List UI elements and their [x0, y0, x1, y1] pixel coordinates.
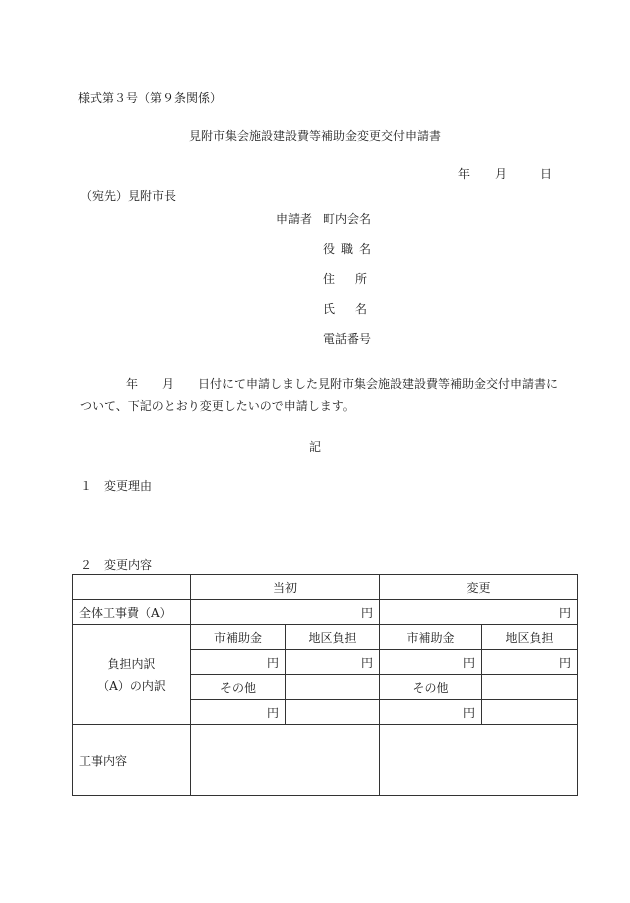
- breakdown-label: [73, 625, 191, 725]
- city-subsidy-original: 市補助金: [191, 625, 286, 650]
- header-change: 変更: [380, 575, 578, 600]
- district-share-change: 地区負担: [482, 625, 578, 650]
- yen-cell: 円: [380, 650, 482, 675]
- table-cell-empty: [286, 700, 380, 725]
- table-row-subheader: [73, 625, 578, 650]
- breakdown-label-line1: 負担内訳: [107, 656, 156, 671]
- header-original: 当初: [191, 575, 380, 600]
- work-content-label: 工事内容: [73, 725, 191, 796]
- addressee: （宛先）見附市長: [80, 189, 177, 203]
- district-share-original: 地区負担: [286, 625, 380, 650]
- field-address: 住所: [323, 272, 388, 286]
- other-original: その他: [191, 675, 286, 700]
- total-cost-label: 全体工事費（A）: [73, 600, 191, 625]
- table-row-total: [73, 600, 578, 625]
- body-text-line2: ついて、下記のとおり変更したいので申請します。: [80, 399, 355, 413]
- date-year-label: 年: [458, 167, 471, 181]
- field-neighborhood-association: 町内会名: [323, 212, 372, 226]
- total-original-cell: 円: [191, 600, 380, 625]
- total-change-cell: 円: [380, 600, 578, 625]
- work-change-cell: [380, 725, 578, 796]
- breakdown-label-line2: （A）の内訳: [97, 678, 166, 693]
- document-title: 見附市集会施設建設費等補助金変更交付申請書: [188, 129, 441, 143]
- table-cell-empty: [482, 700, 578, 725]
- date-month-label: 月: [495, 167, 508, 181]
- table-cell-empty: [73, 575, 191, 600]
- section-change-reason: １ 変更理由: [80, 479, 153, 493]
- table-row-work: [73, 725, 578, 796]
- form-number: 様式第３号（第９条関係）: [78, 91, 223, 105]
- city-subsidy-change: 市補助金: [380, 625, 482, 650]
- yen-cell: 円: [380, 700, 482, 725]
- field-position: 役職名: [323, 242, 378, 256]
- other-change: その他: [380, 675, 482, 700]
- yen-cell: 円: [191, 700, 286, 725]
- table-cell-empty: [286, 675, 380, 700]
- yen-cell: 円: [286, 650, 380, 675]
- section-change-content: ２ 変更内容: [80, 558, 153, 572]
- field-name: 氏名: [323, 302, 388, 316]
- field-phone: 電話番号: [323, 332, 372, 346]
- applicant-label: 申請者: [276, 212, 313, 226]
- change-content-table: [72, 574, 578, 796]
- yen-cell: 円: [482, 650, 578, 675]
- ki-heading: 記: [308, 440, 321, 454]
- body-text-line1: 年 月 日付にて申請しました見附市集会施設建設費等補助金交付申請書に: [126, 377, 559, 391]
- yen-cell: 円: [191, 650, 286, 675]
- work-original-cell: [191, 725, 380, 796]
- table-header-row: [73, 575, 578, 600]
- date-day-label: 日: [540, 167, 553, 181]
- table-cell-empty: [482, 675, 578, 700]
